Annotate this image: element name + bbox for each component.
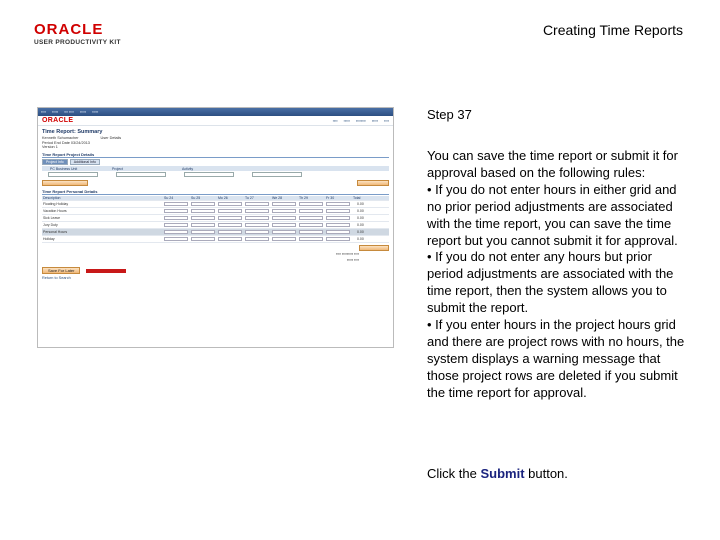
- return-to-search-link: Return to Search: [42, 276, 71, 280]
- row-label: Floating Holiday: [43, 202, 69, 206]
- row-label: Jury Duty: [43, 223, 58, 227]
- logo-wordmark: ORACLE: [34, 21, 104, 38]
- project-tabs: [42, 159, 389, 165]
- header-link: ▪▪▪▪▪: [371, 118, 379, 123]
- action-bar: [38, 263, 393, 274]
- personal-section-header: Time Report Personal Details: [42, 189, 389, 195]
- day-header: Th 29: [299, 196, 308, 200]
- col-activity: Activity: [182, 166, 194, 171]
- row-total: 0.00: [357, 237, 364, 241]
- day-header: Su 25: [191, 196, 201, 200]
- table-row: [42, 229, 389, 236]
- extra-field: [252, 172, 302, 177]
- nav-item: ▪▪▪ ▪▪▪▪: [64, 110, 74, 114]
- app-nav-bar: [38, 108, 393, 116]
- logo-subtitle: USER PRODUCTIVITY KIT: [34, 39, 121, 46]
- app-header: [38, 116, 393, 126]
- step-instruction: [427, 466, 568, 481]
- app-page-title: Time Report: Summary: [42, 129, 103, 135]
- nav-item: ▪▪▪▪▪: [92, 110, 99, 114]
- day-header: Su 24: [164, 196, 174, 200]
- project-field: [116, 172, 166, 177]
- col-project: Project: [112, 166, 123, 171]
- row-total: 0.00: [357, 216, 364, 220]
- col-business-unit: PC Business Unit: [50, 166, 78, 171]
- submit-button-highlight: [86, 269, 126, 273]
- header-link: ▪▪▪▪▪▪▪▪: [355, 118, 366, 123]
- nav-item: ▪▪▪▪: [41, 110, 46, 114]
- tab-project-info: Project Info: [42, 159, 68, 165]
- step-label: Step 37: [427, 107, 472, 122]
- row-label: Personal Hours: [43, 230, 68, 234]
- row-label: Holiday: [43, 237, 55, 241]
- app-logo: ORACLE: [42, 117, 74, 124]
- period-end: Period End Date 03/24/2013: [42, 141, 90, 145]
- activity-field: [184, 172, 234, 177]
- version-row: [38, 145, 393, 149]
- table-row: [42, 215, 389, 222]
- project-input-row: [42, 171, 389, 178]
- day-header: Tu 27: [245, 196, 254, 200]
- row-label: Sick Leave: [43, 216, 61, 220]
- populate-button: [42, 180, 88, 186]
- table-row: [42, 208, 389, 215]
- instruction-suffix: button.: [524, 466, 568, 481]
- personal-details-section: [42, 189, 389, 263]
- nav-item: ▪▪▪▪▪: [51, 110, 59, 114]
- row-total: 0.00: [357, 230, 364, 234]
- day-header: Fr 30: [326, 196, 335, 200]
- table-row: [42, 222, 389, 229]
- header-link: ▪▪▪▪▪: [343, 118, 350, 123]
- app-header-links: [333, 119, 389, 123]
- col-description: Description: [43, 196, 61, 200]
- header-link: ▪▪▪▪: [384, 118, 389, 123]
- application-screenshot: [37, 107, 394, 348]
- row-label: Vacation Hours: [43, 209, 67, 213]
- oracle-logo: [34, 22, 124, 46]
- modify-button: [357, 180, 389, 186]
- nav-item: ▪▪▪▪▪: [79, 110, 87, 114]
- employee-name: Kenneth Schumacher: [42, 136, 79, 140]
- header-link: ▪▪▪▪: [332, 118, 338, 123]
- table-row: [42, 201, 389, 208]
- business-unit-field: [48, 172, 98, 177]
- project-section-header: Time Report Project Details: [42, 152, 389, 158]
- instruction-target: Submit: [480, 466, 525, 481]
- row-total: 0.00: [357, 223, 364, 227]
- version: Version 1: [42, 145, 58, 149]
- save-for-later-button: Save For Later: [42, 267, 80, 274]
- page-title: Creating Time Reports: [542, 22, 683, 38]
- tab-additional-info: Additional Info: [70, 159, 100, 165]
- project-details-section: [42, 152, 389, 186]
- col-total: Total: [353, 196, 361, 200]
- table-row: [42, 236, 389, 243]
- step-description: You can save the time report or submit it for approval based on the following rules: • If you do not enter hours in either grid and no prior period adjustments are associated with the time report, you can save the time report but you cannot submit it for approval. • If you do not enter any hours but prior period adjustments are associated with the time report, then the system allows you to submit the report. • If you enter hours in the project hours grid and there are project rows with no hours, the system displays a warning message that those project rows are deleted if you submit the time report for approval.: [427, 148, 685, 400]
- instruction-prefix: Click the: [427, 466, 481, 481]
- hours-grid: [42, 196, 389, 243]
- row-total: 0.00: [357, 202, 364, 206]
- day-header: Mo 26: [218, 196, 228, 200]
- grid-totals: ▪▪▪▪ ▪▪▪▪▪▪▪▪▪ ▪▪▪▪ ▪▪▪▪▪ ▪▪▪▪: [335, 252, 359, 262]
- project-button-row: [42, 180, 389, 186]
- update-totals-button: [359, 245, 389, 251]
- day-header: We 28: [272, 196, 283, 200]
- user-details-link: User Details: [100, 136, 122, 140]
- row-total: 0.00: [357, 209, 364, 213]
